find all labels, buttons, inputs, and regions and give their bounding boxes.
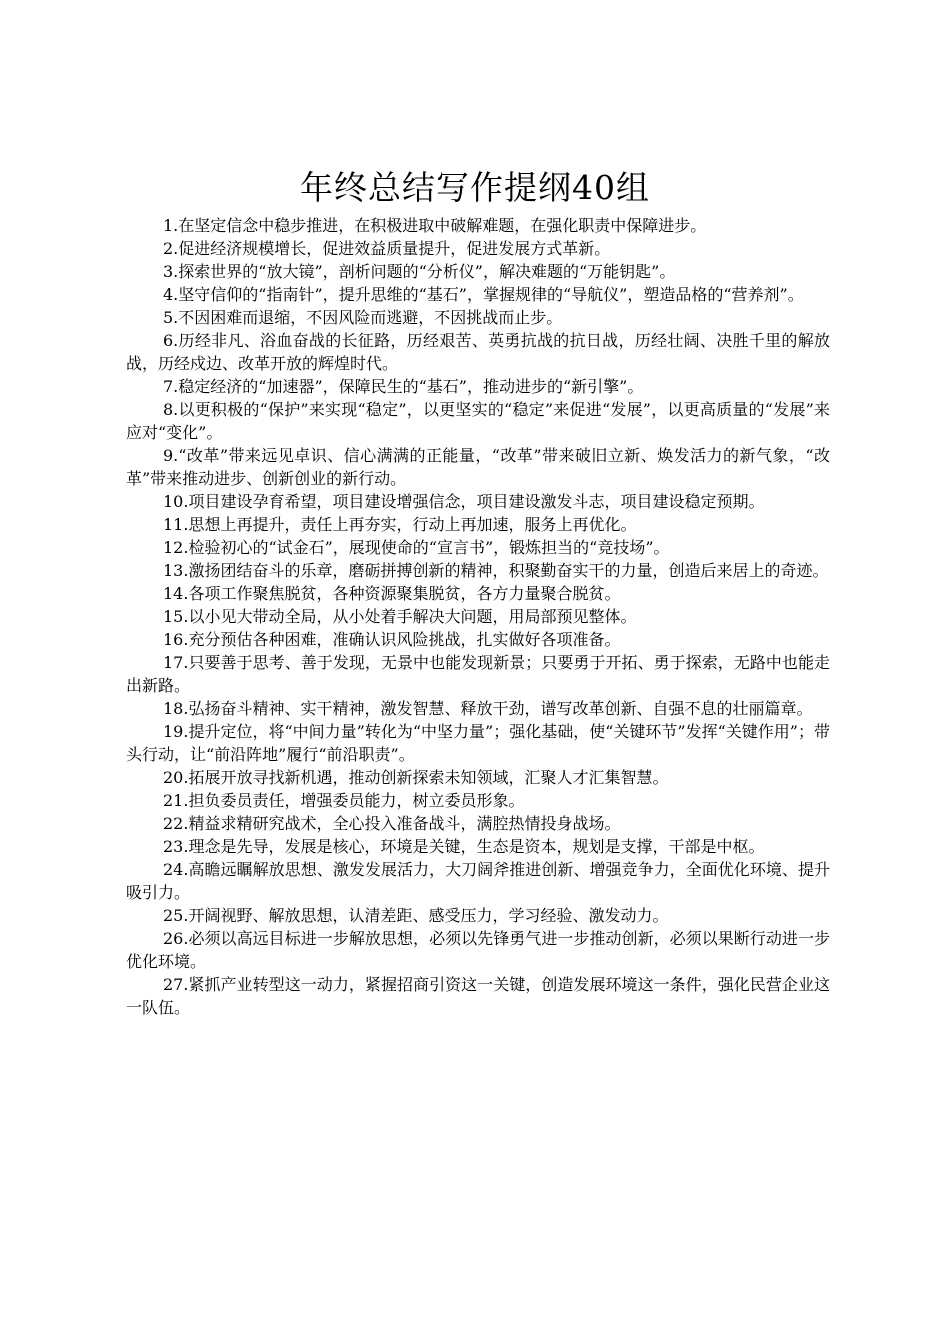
list-item: 17.只要善于思考、善于发现，无景中也能发现新景；只要勇于开拓、勇于探索，无路中也能走出新路。 bbox=[126, 653, 830, 695]
list-item: 24.高瞻远瞩解放思想、激发发展活力，大刀阔斧推进创新、增强竞争力，全面优化环境、提升吸引力。 bbox=[126, 860, 830, 902]
list-item: 5.不因困难而退缩，不因风险而逃避，不因挑战而止步。 bbox=[163, 308, 563, 327]
list-item: 16.充分预估各种困难，准确认识风险挑战，扎实做好各项准备。 bbox=[163, 630, 621, 649]
list-item: 26.必须以高远目标进一步解放思想，必须以先锋勇气进一步推动创新，必须以果断行动进一步优化环境。 bbox=[126, 929, 830, 971]
list-item: 18.弘扬奋斗精神、实干精神，激发智慧、释放干劲，谱写改革创新、自强不息的壮丽篇章。 bbox=[163, 699, 813, 718]
list-item: 2.促进经济规模增长，促进效益质量提升，促进发展方式革新。 bbox=[163, 239, 611, 258]
list-item: 15.以小见大带动全局，从小处着手解决大问题，用局部预见整体。 bbox=[163, 607, 637, 626]
list-item: 7.稳定经济的“加速器”，保障民生的“基石”，推动进步的“新引擎”。 bbox=[163, 377, 644, 396]
list-item: 4.坚守信仰的“指南针”，提升思维的“基石”，掌握规律的“导航仪”，塑造品格的“营养剂”。 bbox=[163, 285, 804, 304]
list-item: 9.“改革”带来远见卓识、信心满满的正能量，“改革”带来破旧立新、焕发活力的新气象，“改革”带来推动进步、创新创业的新行动。 bbox=[126, 446, 830, 488]
list-item: 11.思想上再提升，责任上再夯实，行动上再加速，服务上再优化。 bbox=[163, 515, 637, 534]
list-item: 1.在坚定信念中稳步推进，在积极进取中破解难题，在强化职责中保障进步。 bbox=[163, 216, 707, 235]
document-title: 年终总结写作提纲40组 bbox=[300, 168, 650, 207]
list-item: 10.项目建设孕育希望，项目建设增强信念，项目建设激发斗志，项目建设稳定预期。 bbox=[163, 492, 765, 511]
list-item: 25.开阔视野、解放思想，认清差距、感受压力，学习经验、激发动力。 bbox=[163, 906, 669, 925]
list-item: 13.激扬团结奋斗的乐章，磨砺拼搏创新的精神，积聚勤奋实干的力量，创造后来居上的奇迹。 bbox=[163, 561, 829, 580]
document-body bbox=[126, 214, 830, 1019]
list-item: 19.提升定位，将“中间力量”转化为“中坚力量”；强化基础，使“关键环节”发挥“关键作用”；带头行动，让“前沿阵地”履行“前沿职责”。 bbox=[126, 722, 830, 764]
list-item: 21.担负委员责任，增强委员能力，树立委员形象。 bbox=[163, 791, 525, 810]
list-item: 6.历经非凡、浴血奋战的长征路，历经艰苦、英勇抗战的抗日战，历经壮阔、决胜千里的解放战，历经戍边、改革开放的辉煌时代。 bbox=[126, 331, 830, 373]
list-item: 20.拓展开放寻找新机遇，推动创新探索未知领域，汇聚人才汇集智慧。 bbox=[163, 768, 669, 787]
list-item: 23.理念是先导，发展是核心，环境是关键，生态是资本，规划是支撑，干部是中枢。 bbox=[163, 837, 765, 856]
list-item: 27.紧抓产业转型这一动力，紧握招商引资这一关键，创造发展环境这一条件，强化民营企业这一队伍。 bbox=[126, 975, 830, 1017]
list-item: 14.各项工作聚焦脱贫，各种资源聚集脱贫，各方力量聚合脱贫。 bbox=[163, 584, 621, 603]
list-item: 22.精益求精研究战术，全心投入准备战斗，满腔热情投身战场。 bbox=[163, 814, 621, 833]
list-item: 3.探索世界的“放大镜”，剖析问题的“分析仪”，解决难题的“万能钥匙”。 bbox=[163, 262, 676, 281]
list-item: 12.检验初心的“试金石”，展现使命的“宣言书”，锻炼担当的“竞技场”。 bbox=[163, 538, 670, 557]
list-item: 8.以更积极的“保护”来实现“稳定”，以更坚实的“稳定”来促进“发展”，以更高质量的“发展”来应对“变化”。 bbox=[126, 400, 830, 442]
